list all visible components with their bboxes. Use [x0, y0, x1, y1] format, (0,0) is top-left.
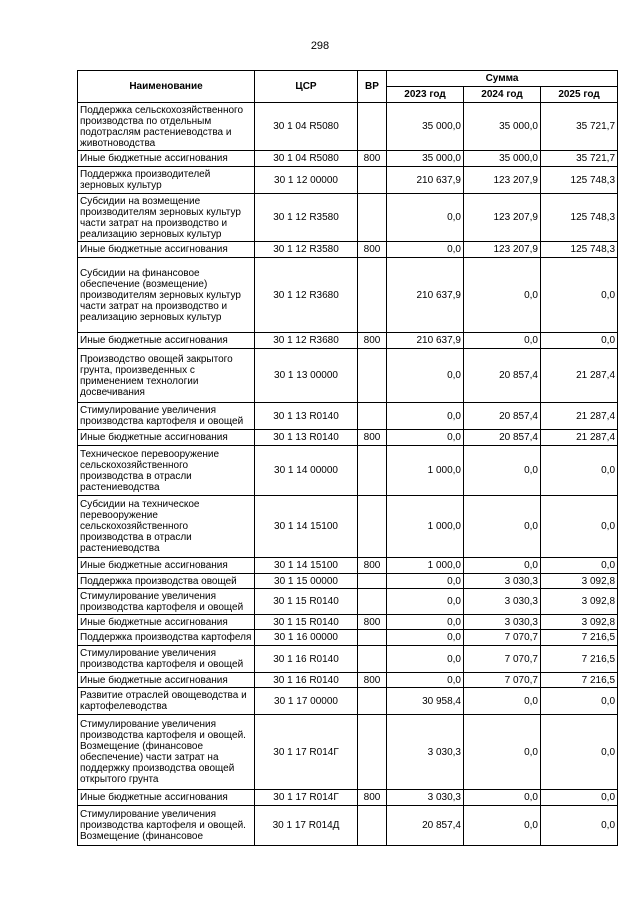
row-2025: 21 287,4	[541, 403, 618, 430]
row-vr	[358, 167, 387, 194]
row-2023: 1 000,0	[387, 446, 464, 496]
row-csr: 30 1 13 00000	[255, 349, 358, 403]
row-name: Поддержка сельскохозяйственного производства по отдельным подотраслям растениеводства и животноводства	[78, 103, 255, 151]
row-vr	[358, 446, 387, 496]
table-row	[78, 167, 618, 194]
row-2024: 7 070,7	[464, 646, 541, 673]
table-row	[78, 673, 618, 688]
row-csr: 30 1 13 R0140	[255, 403, 358, 430]
row-vr: 800	[358, 615, 387, 630]
row-vr	[358, 589, 387, 615]
row-2023: 20 857,4	[387, 806, 464, 846]
row-2023: 0,0	[387, 673, 464, 688]
row-2024: 20 857,4	[464, 403, 541, 430]
row-vr: 800	[358, 430, 387, 446]
table-body	[78, 103, 618, 846]
row-2023: 210 637,9	[387, 258, 464, 333]
table-row	[78, 194, 618, 242]
row-2023: 0,0	[387, 574, 464, 589]
row-name: Стимулирование увеличения производства картофеля и овощей. Возмещение (финансовое обеспечение) части затрат на поддержку производства овощей открытого грунта	[78, 715, 255, 790]
row-2024: 0,0	[464, 258, 541, 333]
row-2025: 0,0	[541, 790, 618, 806]
row-2024: 7 070,7	[464, 630, 541, 646]
table-row	[78, 333, 618, 349]
table-row	[78, 558, 618, 574]
row-2024: 0,0	[464, 446, 541, 496]
table-row	[78, 258, 618, 333]
row-csr: 30 1 16 R0140	[255, 673, 358, 688]
table-row	[78, 446, 618, 496]
header-name: Наименование	[78, 71, 255, 103]
row-2023: 210 637,9	[387, 333, 464, 349]
row-name: Техническое перевооружение сельскохозяйственного производства в отрасли растениеводства	[78, 446, 255, 496]
row-2025: 0,0	[541, 496, 618, 558]
table-row	[78, 430, 618, 446]
row-name: Субсидии на техническое перевооружение сельскохозяйственного производства в отрасли растениеводства	[78, 496, 255, 558]
row-2024: 3 030,3	[464, 574, 541, 589]
header-2025: 2025 год	[541, 87, 618, 103]
table-row	[78, 615, 618, 630]
row-2024: 123 207,9	[464, 242, 541, 258]
row-csr: 30 1 12 R3680	[255, 258, 358, 333]
row-name: Поддержка производства овощей	[78, 574, 255, 589]
row-csr: 30 1 17 R014Г	[255, 790, 358, 806]
page-number: 298	[310, 40, 330, 52]
table-row	[78, 688, 618, 715]
row-2023: 0,0	[387, 194, 464, 242]
row-2023: 0,0	[387, 630, 464, 646]
row-vr	[358, 630, 387, 646]
row-2025: 3 092,8	[541, 574, 618, 589]
row-2023: 30 958,4	[387, 688, 464, 715]
table-row	[78, 496, 618, 558]
row-csr: 30 1 14 00000	[255, 446, 358, 496]
row-vr	[358, 715, 387, 790]
table-row	[78, 630, 618, 646]
header-sum: Сумма	[387, 71, 618, 87]
row-2023: 0,0	[387, 242, 464, 258]
row-name: Иные бюджетные ассигнования	[78, 333, 255, 349]
row-2025: 125 748,3	[541, 167, 618, 194]
row-2024: 0,0	[464, 715, 541, 790]
row-name: Иные бюджетные ассигнования	[78, 151, 255, 167]
row-vr	[358, 403, 387, 430]
row-vr	[358, 688, 387, 715]
row-vr	[358, 349, 387, 403]
row-2025: 35 721,7	[541, 103, 618, 151]
row-2025: 125 748,3	[541, 242, 618, 258]
row-2025: 7 216,5	[541, 646, 618, 673]
row-csr: 30 1 17 00000	[255, 688, 358, 715]
row-2024: 0,0	[464, 496, 541, 558]
row-name: Стимулирование увеличения производства картофеля и овощей	[78, 646, 255, 673]
row-2024: 123 207,9	[464, 194, 541, 242]
row-csr: 30 1 12 R3580	[255, 242, 358, 258]
row-2023: 1 000,0	[387, 558, 464, 574]
row-vr	[358, 194, 387, 242]
header-2024: 2024 год	[464, 87, 541, 103]
row-2023: 1 000,0	[387, 496, 464, 558]
table-row	[78, 103, 618, 151]
row-name: Стимулирование увеличения производства картофеля и овощей	[78, 403, 255, 430]
row-2025: 0,0	[541, 558, 618, 574]
table-row	[78, 151, 618, 167]
row-name: Производство овощей закрытого грунта, произведенных с применением технологии досвечивания	[78, 349, 255, 403]
row-2024: 0,0	[464, 790, 541, 806]
row-2025: 3 092,8	[541, 589, 618, 615]
row-2024: 0,0	[464, 558, 541, 574]
table-row	[78, 574, 618, 589]
row-2025: 0,0	[541, 446, 618, 496]
row-2024: 20 857,4	[464, 349, 541, 403]
row-csr: 30 1 04 R5080	[255, 151, 358, 167]
row-csr: 30 1 12 R3680	[255, 333, 358, 349]
row-2025: 7 216,5	[541, 673, 618, 688]
row-2025: 35 721,7	[541, 151, 618, 167]
row-2023: 0,0	[387, 589, 464, 615]
row-2024: 3 030,3	[464, 615, 541, 630]
row-2023: 35 000,0	[387, 103, 464, 151]
row-name: Иные бюджетные ассигнования	[78, 558, 255, 574]
row-2024: 35 000,0	[464, 151, 541, 167]
row-name: Иные бюджетные ассигнования	[78, 430, 255, 446]
row-name: Поддержка производства картофеля	[78, 630, 255, 646]
row-csr: 30 1 12 R3580	[255, 194, 358, 242]
row-name: Иные бюджетные ассигнования	[78, 790, 255, 806]
table-row	[78, 349, 618, 403]
row-name: Субсидии на возмещение производителям зерновых культур части затрат на производство и реализацию зерновых культур	[78, 194, 255, 242]
row-vr	[358, 103, 387, 151]
row-2024: 0,0	[464, 333, 541, 349]
row-2023: 0,0	[387, 615, 464, 630]
row-vr: 800	[358, 151, 387, 167]
row-name: Субсидии на финансовое обеспечение (возмещение) производителям зерновых культур части затрат на производство и реализацию зерновых культур	[78, 258, 255, 333]
table-row	[78, 806, 618, 846]
row-vr	[358, 258, 387, 333]
row-csr: 30 1 16 00000	[255, 630, 358, 646]
table-row	[78, 646, 618, 673]
row-2024: 0,0	[464, 688, 541, 715]
row-name: Стимулирование увеличения производства картофеля и овощей	[78, 589, 255, 615]
table-row	[78, 242, 618, 258]
row-2023: 3 030,3	[387, 790, 464, 806]
row-2023: 210 637,9	[387, 167, 464, 194]
row-2025: 0,0	[541, 715, 618, 790]
row-name: Иные бюджетные ассигнования	[78, 673, 255, 688]
row-2023: 0,0	[387, 430, 464, 446]
row-csr: 30 1 17 R014Г	[255, 715, 358, 790]
row-name: Иные бюджетные ассигнования	[78, 242, 255, 258]
row-vr	[358, 806, 387, 846]
header-vr: ВР	[358, 71, 387, 103]
row-2023: 35 000,0	[387, 151, 464, 167]
row-vr	[358, 646, 387, 673]
row-2024: 35 000,0	[464, 103, 541, 151]
row-2025: 21 287,4	[541, 430, 618, 446]
row-vr: 800	[358, 242, 387, 258]
row-csr: 30 1 17 R014Д	[255, 806, 358, 846]
row-name: Поддержка производителей зерновых культур	[78, 167, 255, 194]
row-csr: 30 1 13 R0140	[255, 430, 358, 446]
header-csr: ЦСР	[255, 71, 358, 103]
row-vr	[358, 496, 387, 558]
table-row	[78, 589, 618, 615]
row-2025: 7 216,5	[541, 630, 618, 646]
row-vr	[358, 574, 387, 589]
table-row	[78, 715, 618, 790]
row-csr: 30 1 14 15100	[255, 558, 358, 574]
row-2025: 0,0	[541, 333, 618, 349]
table-row	[78, 790, 618, 806]
row-vr: 800	[358, 790, 387, 806]
row-csr: 30 1 15 00000	[255, 574, 358, 589]
row-2023: 0,0	[387, 349, 464, 403]
row-csr: 30 1 14 15100	[255, 496, 358, 558]
row-csr: 30 1 12 00000	[255, 167, 358, 194]
row-name: Развитие отраслей овощеводства и картофелеводства	[78, 688, 255, 715]
row-2024: 3 030,3	[464, 589, 541, 615]
row-2023: 3 030,3	[387, 715, 464, 790]
row-2024: 7 070,7	[464, 673, 541, 688]
row-name: Иные бюджетные ассигнования	[78, 615, 255, 630]
row-2023: 0,0	[387, 646, 464, 673]
row-2025: 0,0	[541, 258, 618, 333]
row-csr: 30 1 16 R0140	[255, 646, 358, 673]
row-vr: 800	[358, 673, 387, 688]
row-2024: 123 207,9	[464, 167, 541, 194]
row-2025: 3 092,8	[541, 615, 618, 630]
header-2023: 2023 год	[387, 87, 464, 103]
row-2025: 21 287,4	[541, 349, 618, 403]
row-2025: 0,0	[541, 688, 618, 715]
row-csr: 30 1 15 R0140	[255, 615, 358, 630]
budget-table	[77, 70, 618, 846]
row-csr: 30 1 04 R5080	[255, 103, 358, 151]
row-2024: 0,0	[464, 806, 541, 846]
row-vr: 800	[358, 333, 387, 349]
row-2024: 20 857,4	[464, 430, 541, 446]
table-row	[78, 403, 618, 430]
row-vr: 800	[358, 558, 387, 574]
row-2025: 0,0	[541, 806, 618, 846]
row-2023: 0,0	[387, 403, 464, 430]
row-name: Стимулирование увеличения производства картофеля и овощей. Возмещение (финансовое	[78, 806, 255, 846]
row-csr: 30 1 15 R0140	[255, 589, 358, 615]
row-2025: 125 748,3	[541, 194, 618, 242]
